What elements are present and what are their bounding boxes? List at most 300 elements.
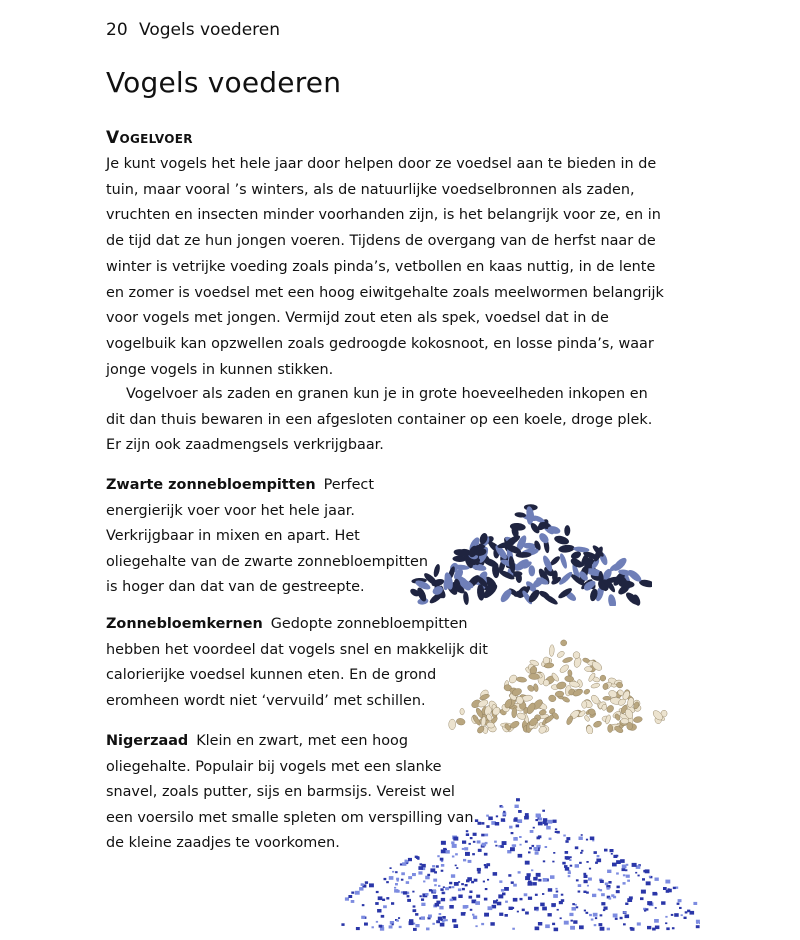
- seed-mark: [605, 883, 608, 886]
- seed-mark: [396, 920, 399, 922]
- seed-mark: [452, 886, 455, 888]
- seed-mark: [449, 886, 452, 888]
- seed-mark: [586, 892, 589, 894]
- seed-mark: [484, 853, 488, 856]
- seed-mark: [565, 840, 568, 843]
- seed-mark: [516, 825, 520, 828]
- seed-mark: [386, 897, 389, 899]
- seed-mark: [518, 854, 523, 858]
- seed-mark: [509, 826, 512, 829]
- seed-mark: [442, 916, 446, 919]
- seed-mark: [437, 855, 439, 857]
- seed-mark: [364, 923, 368, 926]
- seed-mark: [623, 882, 626, 885]
- seed-mark: [519, 836, 522, 838]
- seed-mark: [420, 863, 423, 865]
- black-sunflower-seeds-image: [382, 498, 652, 606]
- seed-mark: [633, 716, 643, 723]
- seed-mark: [450, 899, 453, 902]
- seed-mark: [556, 650, 565, 659]
- seed-mark: [666, 890, 670, 893]
- seed-mark: [442, 920, 445, 922]
- seed-mark: [505, 901, 508, 903]
- seed-mark: [549, 838, 552, 840]
- seed-mark: [612, 863, 617, 867]
- seed-mark: [665, 916, 667, 918]
- page-number: 20: [106, 20, 128, 40]
- seed-mark: [569, 913, 573, 916]
- intro-paragraph: Je kunt vogels het hele jaar door helpen door ze voedsel aan te bieden in de tuin, maar vooral ’s winters, als de natuurlijke voedselbronnen als zaden, vruchten en insecten minder voorhanden zijn, is het belangrijk voor ze, en in de tijd dat ze hun jongen voeren. Tijdens de overgang van de herfst naar de winter is vetrijke voeding zoals pinda’s, vetbollen en kaas nuttig, in de lente en zomer is voedsel met een hoog eiwitgehalte zoals meelwormen belangrijk voor vogels met jongen. Vermijd zout eten als spek, voedsel dat in de vogelbuik kan opzwellen zoals gedroogde kokosnoot, en losse pinda’s, waar jonge vogels in kunnen stikken.: [106, 156, 664, 378]
- seed-mark: [616, 872, 619, 874]
- seed-mark: [464, 912, 466, 914]
- seed-mark: [678, 899, 682, 902]
- seed-mark: [553, 820, 557, 823]
- seed-mark: [528, 851, 531, 853]
- seed-mark: [477, 868, 481, 871]
- seed-mark: [607, 870, 611, 873]
- seed-mark: [408, 876, 412, 879]
- seed-mark: [550, 875, 555, 879]
- seed-mark: [413, 905, 416, 907]
- seed-mark: [351, 900, 355, 903]
- seed-mark: [508, 874, 511, 877]
- seed-mark: [525, 876, 530, 880]
- seed-mark: [672, 927, 675, 929]
- seed-mark: [641, 890, 646, 894]
- seed-mark: [415, 924, 419, 927]
- seed-mark: [440, 923, 445, 927]
- seed-mark: [578, 891, 581, 893]
- seed-mark: [644, 910, 646, 912]
- seed-mark: [474, 879, 478, 882]
- seed-mark: [665, 922, 667, 924]
- seed-mark: [481, 923, 484, 925]
- seed-mark: [525, 912, 529, 915]
- seed-mark: [501, 889, 504, 892]
- seed-mark: [441, 898, 445, 901]
- seed-mark: [599, 889, 602, 891]
- seed-mark: [428, 915, 432, 918]
- seed-mark: [441, 864, 444, 867]
- seed-mark: [625, 869, 627, 871]
- seed-mark: [649, 876, 651, 878]
- seed-mark: [399, 926, 402, 928]
- seed-mark: [495, 845, 497, 847]
- seed-mark: [381, 915, 385, 918]
- seed-mark: [433, 563, 441, 577]
- seed-mark: [591, 683, 601, 689]
- seed-mark: [513, 898, 518, 902]
- seed-mark: [481, 822, 484, 825]
- seed-mark: [516, 676, 527, 682]
- seed-mark: [518, 871, 521, 873]
- seed-mark: [565, 851, 569, 854]
- seed-mark: [517, 819, 522, 823]
- seed-mark: [473, 916, 477, 920]
- seed-mark: [438, 917, 442, 921]
- seed-mark: [560, 917, 562, 919]
- seed-mark: [513, 884, 517, 887]
- seed-mark: [512, 844, 515, 846]
- niger-seed-image: [268, 782, 700, 932]
- seed-mark: [345, 897, 349, 900]
- seed-mark: [615, 918, 618, 920]
- seed-mark: [382, 899, 385, 901]
- seed-mark: [478, 871, 481, 874]
- seed-mark: [584, 666, 592, 672]
- seed-mark: [391, 902, 394, 905]
- seed-mark: [452, 844, 457, 848]
- seed-mark: [420, 895, 422, 897]
- seed-mark: [524, 816, 529, 820]
- seed-mark: [429, 889, 432, 891]
- entry-term: Zonnebloemkernen: [106, 616, 263, 632]
- seed-mark: [430, 868, 435, 872]
- seed-mark: [611, 894, 614, 897]
- seed-mark: [622, 868, 626, 871]
- seed-mark: [356, 927, 360, 930]
- seed-mark: [603, 696, 611, 700]
- seed-mark: [535, 927, 540, 931]
- seed-mark: [565, 867, 569, 871]
- seed-mark: [600, 880, 604, 883]
- seed-mark: [553, 894, 558, 898]
- seed-mark: [449, 882, 452, 885]
- seed-mark: [579, 925, 584, 929]
- seed-mark: [586, 861, 588, 863]
- seed-mark: [600, 927, 605, 931]
- seed-mark: [511, 832, 514, 834]
- seed-mark: [509, 907, 513, 910]
- seed-mark: [583, 891, 586, 893]
- seed-mark: [470, 909, 473, 911]
- seed-mark: [654, 893, 657, 896]
- seed-mark: [458, 895, 462, 899]
- seed-mark: [466, 830, 469, 832]
- seed-mark: [538, 835, 542, 838]
- seed-mark: [584, 875, 588, 878]
- seed-mark: [551, 903, 556, 907]
- seed-mark: [527, 873, 531, 876]
- seed-mark: [453, 837, 458, 841]
- seed-mark: [398, 917, 400, 919]
- seed-mark: [460, 708, 465, 715]
- seed-mark: [475, 819, 478, 822]
- seed-mark: [483, 881, 485, 883]
- seed-mark: [696, 922, 698, 924]
- seed-mark: [439, 913, 442, 915]
- seed-mark: [485, 866, 489, 869]
- seed-mark: [542, 893, 544, 895]
- seed-mark: [434, 884, 437, 886]
- seed-mark: [496, 815, 498, 817]
- seed-mark: [359, 887, 363, 891]
- seed-mark: [467, 877, 472, 881]
- seed-mark: [463, 905, 468, 909]
- seed-mark: [564, 525, 570, 536]
- seed-mark: [351, 892, 354, 894]
- seed-mark: [666, 927, 669, 930]
- seed-mark: [540, 903, 545, 907]
- seed-mark: [439, 906, 443, 910]
- seed-mark: [679, 907, 682, 909]
- seed-mark: [548, 888, 552, 892]
- seed-mark: [465, 884, 468, 886]
- seed-mark: [361, 916, 365, 919]
- seed-mark: [355, 891, 360, 895]
- seed-mark: [561, 894, 564, 896]
- seed-mark: [433, 895, 438, 899]
- seed-mark: [575, 846, 579, 849]
- seed-mark: [592, 894, 596, 897]
- seed-mark: [475, 925, 477, 927]
- seed-mark: [587, 885, 589, 887]
- seed-mark: [681, 914, 683, 916]
- seed-mark: [379, 925, 383, 928]
- sunflower-hearts-image: [440, 632, 680, 734]
- seed-mark: [599, 923, 603, 926]
- seed-mark: [553, 852, 555, 854]
- seed-mark: [525, 813, 529, 816]
- seed-mark: [488, 906, 493, 910]
- seed-mark: [576, 879, 579, 881]
- seed-mark: [455, 853, 458, 855]
- seed-mark: [493, 872, 498, 876]
- seed-mark: [369, 883, 374, 887]
- seed-mark: [578, 884, 582, 887]
- seed-mark: [401, 879, 404, 881]
- seed-mark: [501, 818, 505, 822]
- section-heading: Vogelvoer: [106, 128, 193, 148]
- seed-mark: [478, 822, 482, 825]
- seed-mark: [418, 866, 423, 870]
- seed-mark: [493, 900, 497, 903]
- seed-mark: [549, 645, 554, 657]
- seed-mark: [557, 909, 559, 911]
- seed-mark: [623, 874, 626, 876]
- seed-mark: [456, 867, 458, 869]
- seed-mark: [576, 906, 579, 908]
- seed-mark: [536, 873, 541, 877]
- seed-mark: [528, 565, 535, 576]
- seed-mark: [569, 856, 571, 858]
- seed-mark: [677, 903, 680, 905]
- seed-mark: [593, 913, 598, 917]
- seed-mark: [445, 887, 449, 890]
- seed-mark: [625, 914, 630, 918]
- seed-mark: [402, 862, 406, 866]
- seed-mark: [427, 874, 430, 876]
- seed-mark: [546, 826, 551, 830]
- seed-mark: [389, 876, 394, 880]
- seed-mark: [471, 881, 474, 883]
- seed-mark: [569, 859, 571, 861]
- seed-mark: [502, 841, 507, 845]
- seed-mark: [452, 856, 455, 858]
- seed-mark: [625, 903, 628, 906]
- seed-mark: [408, 858, 412, 861]
- seed-mark: [621, 718, 629, 724]
- seed-mark: [564, 921, 569, 925]
- seed-mark: [443, 886, 445, 888]
- seed-mark: [603, 909, 605, 911]
- seed-mark: [462, 841, 466, 844]
- seed-mark: [699, 922, 700, 924]
- seed-mark: [365, 881, 368, 884]
- seed-mark: [484, 898, 488, 901]
- seed-mark: [341, 923, 344, 926]
- seed-mark: [535, 852, 539, 855]
- seed-mark: [590, 837, 595, 841]
- seed-mark: [462, 848, 465, 850]
- seed-mark: [466, 833, 469, 836]
- seed-mark: [589, 868, 591, 870]
- seed-mark: [482, 843, 487, 847]
- seed-mark: [539, 818, 543, 821]
- seed-mark: [616, 855, 618, 857]
- seed-mark: [607, 724, 613, 732]
- seed-mark: [518, 810, 522, 813]
- seed-mark: [538, 822, 543, 826]
- seed-mark: [627, 880, 630, 882]
- seed-mark: [607, 887, 610, 890]
- seed-mark: [663, 887, 667, 890]
- seed-mark: [442, 892, 445, 895]
- seed-mark: [685, 911, 688, 913]
- seed-mark: [484, 913, 489, 917]
- seed-mark: [646, 881, 651, 885]
- seed-mark: [513, 819, 517, 822]
- seed-mark: [562, 656, 573, 663]
- seed-mark: [571, 920, 573, 922]
- seed-mark: [392, 924, 394, 926]
- seed-mark: [395, 883, 398, 885]
- seed-mark: [406, 881, 409, 884]
- seed-mark: [543, 860, 545, 862]
- seed-mark: [456, 718, 466, 726]
- seed-mark: [433, 890, 437, 893]
- seed-mark: [390, 867, 392, 869]
- seed-mark: [642, 878, 645, 880]
- seed-mark: [623, 911, 626, 913]
- seed-mark: [589, 914, 592, 916]
- seed-mark: [562, 862, 565, 865]
- seed-mark: [487, 879, 489, 881]
- seed-mark: [547, 820, 552, 824]
- seed-mark: [582, 701, 587, 708]
- seed-mark: [454, 924, 459, 928]
- seed-mark: [463, 859, 466, 862]
- seed-mark: [671, 914, 674, 916]
- entry-text: Perfect energierijk voer voor het hele jaar. Verkrijgbaar in mixen en apart. Het oliegehalte van de zwarte zonnebloempitten is hoger dan dat van de gestreepte.: [106, 477, 429, 595]
- seed-mark: [607, 928, 610, 931]
- seed-mark: [638, 875, 640, 877]
- seed-mark: [469, 896, 473, 899]
- seed-mark: [504, 887, 509, 891]
- seed-mark: [617, 886, 620, 889]
- seed-mark: [451, 874, 455, 878]
- seed-mark: [575, 864, 579, 868]
- seed-mark: [425, 876, 430, 880]
- seed-mark: [472, 853, 475, 855]
- seed-mark: [635, 872, 637, 874]
- page-title: Vogels voederen: [106, 66, 342, 99]
- seed-mark: [454, 882, 459, 886]
- seed-mark: [608, 881, 611, 884]
- seed-mark: [499, 880, 502, 883]
- seed-mark: [582, 657, 590, 663]
- seed-mark: [655, 907, 657, 909]
- seed-mark: [477, 840, 481, 843]
- seed-mark: [383, 905, 387, 908]
- seed-mark: [498, 894, 503, 898]
- seed-mark: [500, 845, 504, 848]
- seed-mark: [440, 888, 443, 891]
- seed-mark: [531, 869, 533, 871]
- seed-mark: [520, 898, 523, 900]
- seed-mark: [510, 847, 515, 851]
- seed-mark: [575, 904, 577, 906]
- seed-mark: [513, 837, 518, 841]
- seed-mark: [416, 856, 419, 859]
- seed-mark: [488, 817, 493, 821]
- seed-mark: [384, 878, 387, 880]
- seed-mark: [599, 674, 606, 681]
- seed-mark: [581, 834, 583, 836]
- seed-mark: [348, 895, 352, 898]
- seed-mark: [386, 881, 389, 883]
- seed-mark: [515, 805, 519, 808]
- seed-mark: [548, 913, 552, 916]
- seed-mark: [640, 897, 644, 900]
- seed-mark: [557, 831, 560, 834]
- seed-mark: [556, 891, 559, 893]
- seed-mark: [525, 841, 528, 843]
- seed-mark: [469, 891, 472, 894]
- seed-mark: [630, 927, 633, 929]
- seed-mark: [595, 917, 597, 919]
- entry-term: Nigerzaad: [106, 733, 189, 749]
- storage-paragraph: Vogelvoer als zaden en granen kun je in grote hoeveelheden inkopen en dit dan thuis bewaren in een afgesloten container op een koele, droge plek. Er zijn ook zaadmengsels verkrijgbaar.: [106, 386, 653, 454]
- seed-mark: [533, 877, 538, 881]
- seed-mark: [407, 899, 411, 902]
- seed-mark: [455, 865, 457, 867]
- seed-mark: [583, 688, 591, 695]
- seed-mark: [626, 875, 630, 878]
- seed-mark: [511, 881, 514, 884]
- seed-mark: [532, 845, 535, 847]
- seed-mark: [389, 925, 393, 928]
- seed-mark: [555, 828, 557, 830]
- seed-mark: [475, 901, 480, 905]
- seed-mark: [643, 870, 646, 873]
- seed-mark: [486, 815, 489, 817]
- seed-mark: [469, 843, 471, 845]
- seed-mark: [490, 922, 494, 926]
- seed-mark: [423, 881, 425, 883]
- seed-mark: [433, 879, 437, 882]
- entry-term: Zwarte zonnebloempitten: [106, 477, 316, 493]
- seed-mark: [538, 879, 541, 882]
- seed-mark: [378, 896, 383, 900]
- seed-mark: [579, 862, 582, 864]
- seed-mark: [485, 834, 488, 837]
- seed-mark: [362, 904, 365, 906]
- seed-mark: [441, 841, 446, 845]
- seed-mark: [473, 833, 477, 836]
- seed-mark: [572, 907, 577, 911]
- seed-mark: [586, 912, 589, 914]
